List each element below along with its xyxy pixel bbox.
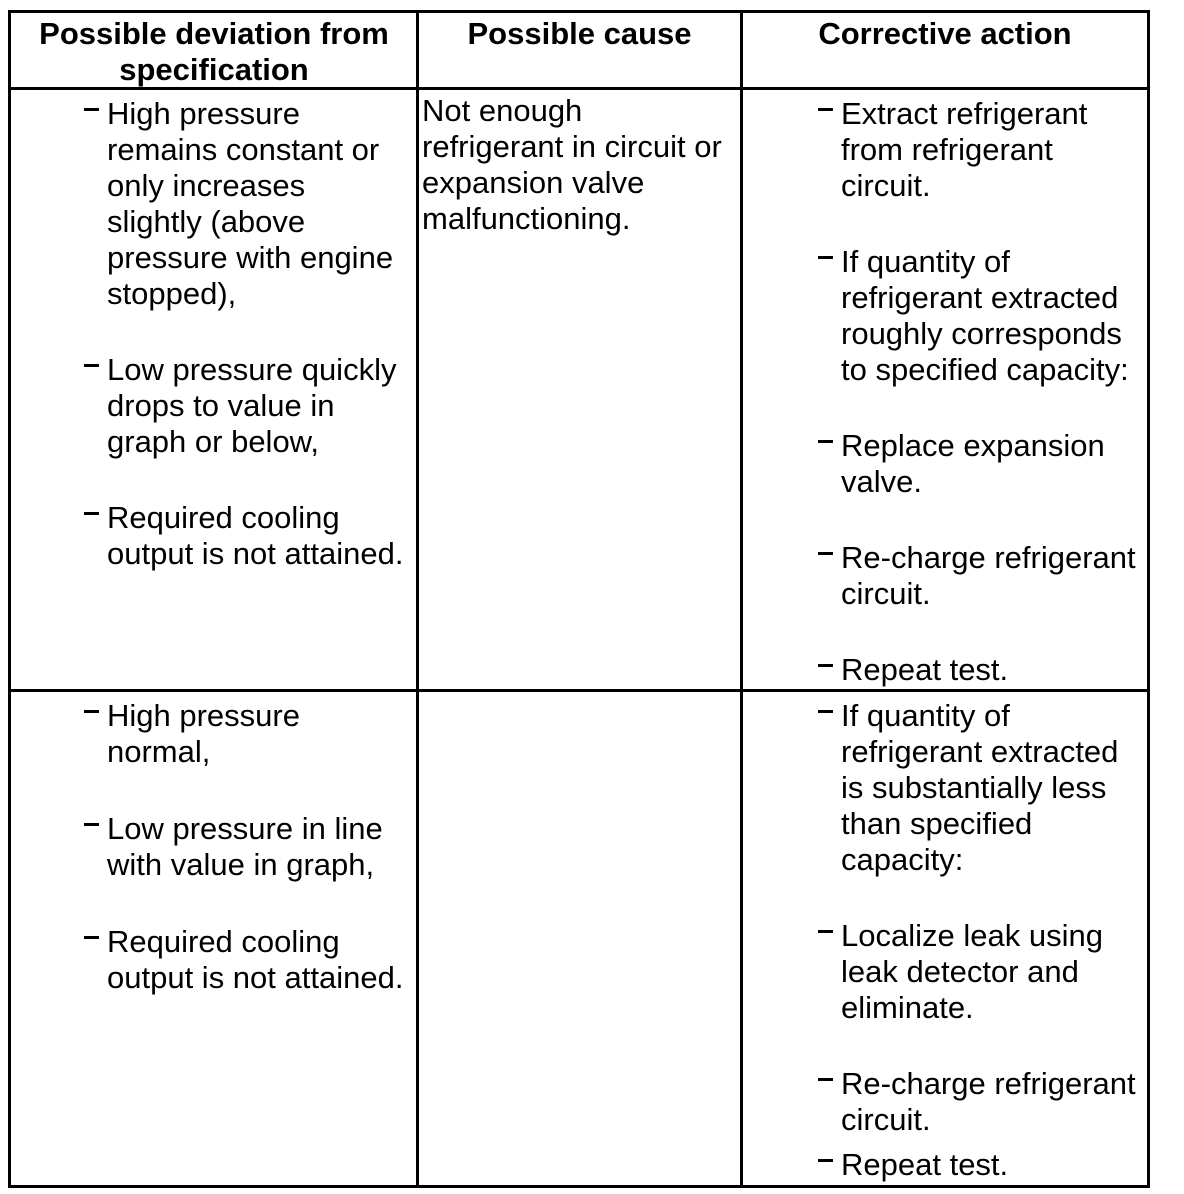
- row1-action-text-4: Re-charge refrigerant circuit.: [841, 540, 1136, 611]
- dash-icon: [84, 512, 99, 515]
- row1-action-text-1: Extract refrigerant from refrigerant circuit.: [841, 96, 1088, 203]
- row1-deviation-text-2: Low pressure quickly drops to value in graph or below,: [107, 352, 397, 459]
- row-divider: [8, 689, 1150, 692]
- row1-deviation-item-2: [107, 352, 396, 460]
- row1-action-item-4: [841, 540, 1136, 612]
- header-action: Corrective action: [818, 16, 1072, 51]
- dash-icon: [84, 364, 99, 367]
- row1-action-item-5: [841, 652, 1008, 688]
- row1-cause-text: Not enough refrigerant in circuit or expansion valve malfunctioning.: [422, 93, 722, 236]
- row2-deviation-item-1: [107, 698, 300, 770]
- table-border-right: [1147, 10, 1150, 1188]
- row1-action-item-1: [841, 96, 1087, 204]
- row2-action-item-3: [841, 1066, 1136, 1138]
- dash-icon: [818, 1159, 833, 1162]
- row2-action-item-1: [841, 698, 1118, 878]
- row2-action-text-4: Repeat test.: [841, 1147, 1009, 1182]
- row1-action-text-5: Repeat test.: [841, 652, 1009, 687]
- row2-deviation-text-2: Low pressure in line with value in graph,: [107, 811, 383, 882]
- dash-icon: [818, 440, 833, 443]
- table-border-bottom: [8, 1185, 1150, 1188]
- dash-icon: [818, 710, 833, 713]
- dash-icon: [818, 1078, 833, 1081]
- row2-deviation-text-3: Required cooling output is not attained.: [107, 924, 404, 995]
- row2-deviation-text-1: High pressure normal,: [107, 698, 300, 769]
- row2-deviation-item-2: [107, 811, 383, 883]
- dash-icon: [818, 256, 833, 259]
- row1-action-item-2: [841, 244, 1129, 388]
- row2-action-item-4: [841, 1147, 1008, 1183]
- dash-icon: [84, 108, 99, 111]
- row1-deviation-text-1: High pressure remains constant or only increases slightly (above pressure with engine stopped),: [107, 96, 394, 311]
- row1-action-text-2: If quantity of refrigerant extracted roughly corresponds to specified capacity:: [841, 244, 1129, 387]
- row2-action-text-1: If quantity of refrigerant extracted is substantially less than specified capacity:: [841, 698, 1119, 877]
- dash-icon: [818, 930, 833, 933]
- dash-icon: [84, 710, 99, 713]
- dash-icon: [84, 823, 99, 826]
- column-divider-2: [740, 10, 743, 1188]
- row2-action-text-2: Localize leak using leak detector and eliminate.: [841, 918, 1103, 1025]
- row2-action-text-3: Re-charge refrigerant circuit.: [841, 1066, 1136, 1137]
- row1-action-item-3: [841, 428, 1105, 500]
- table-border-top: [8, 10, 1150, 13]
- row1-deviation-item-1: [107, 96, 393, 312]
- column-divider-1: [416, 10, 419, 1188]
- row1-action-text-3: Replace expansion valve.: [841, 428, 1105, 499]
- dash-icon: [818, 108, 833, 111]
- table-border-left: [8, 10, 11, 1188]
- header-cause: Possible cause: [467, 16, 692, 51]
- row1-deviation-text-3: Required cooling output is not attained.: [107, 500, 404, 571]
- header-deviation: Possible deviation from specification: [39, 16, 389, 87]
- dash-icon: [84, 936, 99, 939]
- row1-deviation-item-3: [107, 500, 403, 572]
- row2-deviation-item-3: [107, 924, 403, 996]
- row2-action-item-2: [841, 918, 1103, 1026]
- dash-icon: [818, 664, 833, 667]
- corrective-action-table: [8, 10, 1150, 1188]
- dash-icon: [818, 552, 833, 555]
